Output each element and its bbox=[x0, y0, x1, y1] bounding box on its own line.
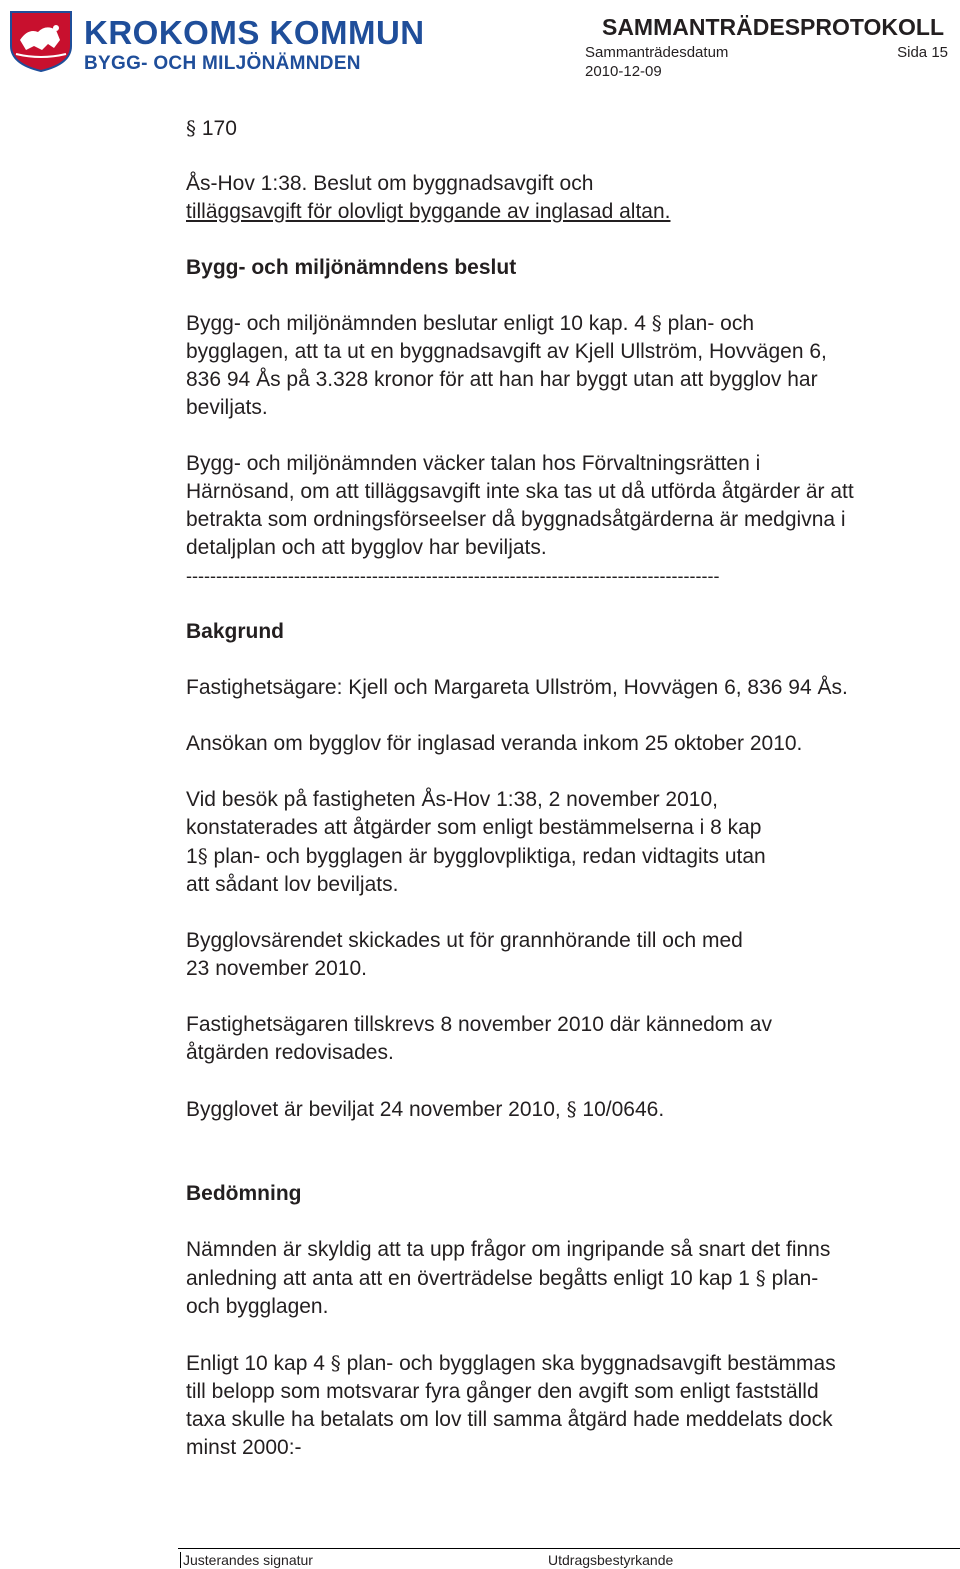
signature-footer bbox=[178, 1548, 960, 1569]
decision-p1-line-1a: Bygg- och miljönämnden beslutar enligt 10 kap. 4 bbox=[186, 312, 652, 335]
background-p3-line-3a: 1 bbox=[186, 845, 198, 868]
decision-p1-line-2: bygglagen, att ta ut en byggnadsavgift av Kjell Ullström, Hovvägen 6, bbox=[186, 340, 827, 363]
assessment-p2-line-1b: plan- och bygglagen ska byggnadsavgift bestämmas bbox=[340, 1352, 836, 1375]
assessment-p1-line-1: Nämnden är skyldig att ta upp frågor om ingripande så snart det finns bbox=[186, 1238, 831, 1261]
background-p3-line-3 bbox=[186, 842, 956, 871]
decision-p2-line-3: betrakta som ordningsförseelser då byggnadsåtgärderna är medgivna i bbox=[186, 508, 846, 531]
logo-subtitle: BYGG- OCH MILJÖNÄMNDEN bbox=[84, 53, 361, 74]
decision-heading: Bygg- och miljönämndens beslut bbox=[186, 256, 517, 279]
assessment-p1-line-2b: plan- bbox=[765, 1267, 819, 1290]
decision-p2-line-1: Bygg- och miljönämnden väcker talan hos Förvaltningsrätten i bbox=[186, 452, 761, 475]
background-p5-line-2: åtgärden redovisades. bbox=[186, 1041, 394, 1064]
decision-p1-line-1b: plan- och bbox=[661, 312, 755, 335]
assessment-p2-line-1a: Enligt 10 kap 4 bbox=[186, 1352, 331, 1375]
background-p4-line-2: 23 november 2010. bbox=[186, 957, 367, 980]
background-p6 bbox=[186, 1095, 956, 1124]
paragraph-symbol: § bbox=[186, 116, 196, 140]
assessment-p2-line-2: till belopp som motsvarar fyra gånger den avgift som enligt fastställd bbox=[186, 1380, 819, 1403]
municipality-logo bbox=[8, 10, 438, 72]
background-p3-line-1: Vid besök på fastigheten Ås-Hov 1:38, 2 november 2010, bbox=[186, 788, 718, 811]
assessment-heading: Bedömning bbox=[186, 1182, 302, 1205]
paragraph-symbol: § bbox=[197, 844, 208, 868]
background-p6-a: Bygglovet är beviljat 24 november 2010, bbox=[186, 1098, 567, 1121]
section-number bbox=[186, 116, 237, 141]
section-number-value: 170 bbox=[201, 117, 237, 140]
assessment-p2-line-4: minst 2000:- bbox=[186, 1436, 302, 1459]
decision-p1-line-4: beviljats. bbox=[186, 396, 268, 419]
assessment-p1-line-2a: anledning att anta att en överträdelse begåtts enligt 10 kap 1 bbox=[186, 1267, 756, 1290]
subject-line-2: tilläggsavgift för olovligt byggande av inglasad altan. bbox=[186, 200, 671, 223]
extract-certification-label: Utdragsbestyrkande bbox=[548, 1552, 674, 1568]
background-p3-line-2: konstaterades att åtgärder som enligt bestämmelserna i 8 kap bbox=[186, 816, 762, 839]
paragraph-symbol: § bbox=[755, 1266, 766, 1290]
background-p3-line-4: att sådant lov beviljats. bbox=[186, 873, 399, 896]
background-p2: Ansökan om bygglov för inglasad veranda inkom 25 oktober 2010. bbox=[186, 732, 803, 755]
meeting-date: 2010-12-09 bbox=[585, 63, 662, 80]
adjuster-signature-label: Justerandes signatur bbox=[180, 1552, 313, 1568]
decision-p2-line-2: Härnösand, om att tilläggsavgift inte ska tas ut då utförda åtgärder är att bbox=[186, 480, 854, 503]
document-body bbox=[186, 170, 956, 1462]
decision-p2-line-4: detaljplan och att bygglov har beviljats. bbox=[186, 536, 547, 559]
paragraph-symbol: § bbox=[566, 1097, 577, 1121]
separator-line: ----------------------------------------------------------------------------------------- bbox=[186, 566, 720, 586]
protocol-title: SAMMANTRÄDESPROTOKOLL bbox=[601, 14, 944, 40]
background-p3-line-3b: plan- och bygglagen är bygglovpliktiga, redan vidtagits utan bbox=[207, 845, 766, 868]
paragraph-symbol: § bbox=[651, 311, 662, 335]
background-p5-line-1: Fastighetsägaren tillskrevs 8 november 2010 där kännedom av bbox=[186, 1013, 772, 1036]
assessment-p1-line-2 bbox=[186, 1264, 956, 1293]
decision-p1-line-3: 836 94 Ås på 3.328 kronor för att han har byggt utan att bygglov har bbox=[186, 368, 818, 391]
paragraph-symbol: § bbox=[330, 1351, 341, 1375]
page-number: Sida 15 bbox=[897, 44, 948, 61]
subject-line-1: Ås-Hov 1:38. Beslut om byggnadsavgift och bbox=[186, 172, 594, 195]
meeting-date-label: Sammanträdesdatum bbox=[585, 44, 729, 61]
background-p1: Fastighetsägare: Kjell och Margareta Ullström, Hovvägen 6, 836 94 Ås. bbox=[186, 676, 848, 699]
background-p4-line-1: Bygglovsärendet skickades ut för grannhörande till och med bbox=[186, 929, 743, 952]
decision-p1-line-1 bbox=[186, 309, 956, 338]
coat-of-arms-icon bbox=[8, 10, 74, 72]
assessment-p2-line-3: taxa skulle ha betalats om lov till samma åtgärd hade meddelats dock bbox=[186, 1408, 833, 1431]
logo-title: KROKOMS KOMMUN bbox=[84, 14, 425, 51]
background-p6-b: 10/0646. bbox=[576, 1098, 665, 1121]
background-heading: Bakgrund bbox=[186, 620, 285, 643]
assessment-p1-line-3: och bygglagen. bbox=[186, 1295, 329, 1318]
assessment-p2-line-1 bbox=[186, 1349, 956, 1378]
